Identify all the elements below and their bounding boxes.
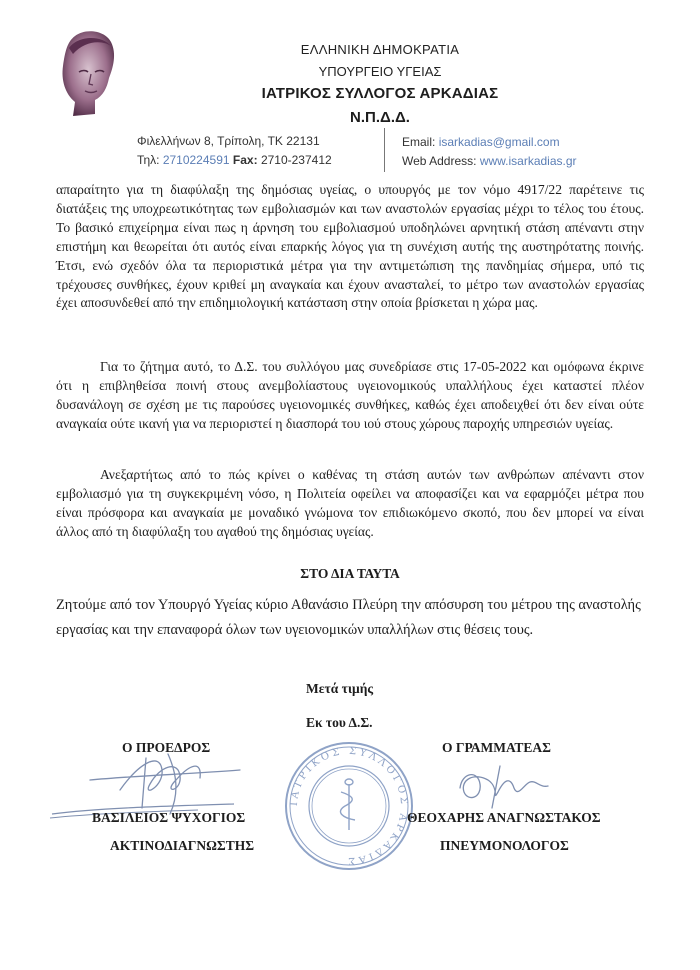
president-specialty: ΑΚΤΙΝΟΔΙΑΓΝΩΣΤΗΣ bbox=[110, 838, 255, 853]
secretary-role: Ο ΓΡΑΜΜΑΤΕΑΣ bbox=[442, 740, 551, 755]
secretary-signature bbox=[440, 758, 560, 818]
secretary-specialty: ΠΝΕΥΜΟΝΟΛΟΓΟΣ bbox=[440, 838, 569, 853]
web-line bbox=[402, 154, 577, 168]
web-label: Web Address: bbox=[402, 154, 477, 168]
phone-label: Τηλ: bbox=[137, 153, 160, 167]
classical-head-logo-icon bbox=[55, 28, 121, 120]
country-name: ΕΛΛΗΝΙΚΗ ΔΗΜΟΚΡΑΤΙΑ bbox=[300, 42, 460, 57]
contact-divider bbox=[384, 128, 385, 172]
body-paragraph-1: απαραίτητο για τη διαφύλαξη της δημόσιας υγείας, ο υπουργός με τον νόμο 4917/22 παρέτεινε τις διατάξεις της υποχρεωτικότητας των εμβολιασμών και των αναστολών εργασίας μέχρι το τέλος του έτους. Το βασικό επιχείρημα είναι πως η άρνηση του εμβολιασμού υποδηλώνει αρνητική στάση απέναντι στην επιστήμη και θεωρείται ότι αυτός είναι επαρκής λόγος για τη συνέχιση αυτής της αυστηρότατης ποινής. Έτσι, ενώ σχεδόν όλα τα περιοριστικά μέτρα για την αντιμετώπιση της πανδημίας σήμερα, υπό τις τρέχουσες συνθήκες, έχουν κριθεί μη αναγκαία και έχουν ανασταλεί, το μέτρο των αναστολών εργασίας έχει αποσυνδεθεί από την επιδημιολογική κατάσταση στην οποία βρίσκεται η χώρα μας. bbox=[56, 182, 644, 311]
email-link[interactable]: isarkadias@gmail.com bbox=[438, 135, 560, 149]
secretary-name: ΘΕΟΧΑΡΗΣ ΑΝΑΓΝΩΣΤΑΚΟΣ bbox=[407, 810, 601, 825]
ministry-name: ΥΠΟΥΡΓΕΙΟ ΥΓΕΙΑΣ bbox=[318, 64, 442, 79]
president-name: ΒΑΣΙΛΕΙΟΣ ΨΥΧΟΓΙΟΣ bbox=[92, 810, 246, 825]
conclusion-heading: ΣΤΟ ΔΙΑ ΤΑΥΤΑ bbox=[300, 566, 400, 581]
president-role: Ο ΠΡΟΕΔΡΟΣ bbox=[122, 740, 211, 755]
legal-entity-abbreviation: Ν.Π.Δ.Δ. bbox=[350, 109, 410, 126]
postal-address: Φιλελλήνων 8, Τρίπολη, ΤΚ 22131 bbox=[137, 134, 320, 148]
closing-regards: Μετά τιμής bbox=[306, 681, 374, 696]
body-paragraph-3: Ανεξαρτήτως από το πώς κρίνει ο καθένας τη στάση αυτών των ανθρώπων απέναντι στον εμβολιασμό για τη συγκεκριμένη νόσο, η Πολιτεία οφείλει να αποφασίζει και να εφαρμόζει μέτρα που είναι πρόσφορα και αναγκαία με μοναδικό γνώμονα τον επιδιωκόμενο σκοπό, που δεν μπορεί να είναι άλλος από τη διαφύλαξη του αγαθού της δημόσιας υγείας. bbox=[56, 467, 644, 539]
email-label: Email: bbox=[402, 135, 436, 149]
on-behalf-of-board: Εκ του Δ.Σ. bbox=[306, 715, 373, 730]
association-seal-stamp-icon bbox=[283, 740, 415, 872]
fax-number: 2710-237412 bbox=[260, 153, 332, 167]
phone-number: 2710224591 bbox=[162, 153, 230, 167]
website-link[interactable]: www.isarkadias.gr bbox=[479, 154, 577, 168]
seal-ring-text: ΙΑΤΡΙΚΟΣ ΣΥΛΛΟΓΟΣ ΑΡΚΑΔΙΑΣ bbox=[288, 745, 410, 867]
email-line bbox=[402, 135, 560, 149]
body-paragraph-2: Για το ζήτημα αυτό, το Δ.Σ. του συλλόγου μας συνεδρίασε στις 17-05-2022 και ομόφωνα έκρινε ότι η επιβληθείσα ποινή στους ανεμβολίαστους υγειονομικούς υπαλλήλους έχει καταστεί πλέον δυσανάλογη σε σχέση με τις παρούσες υγειονομικές συνθήκες, καθώς έχει αποδειχθεί ότι δεν είναι ούτε αναγκαία ούτε ικανή για να περιοριστεί η διασπορά του ιού στους χώρους παροχής υπηρεσιών υγείας. bbox=[56, 359, 644, 431]
request-paragraph: Ζητούμε από τον Υπουργό Υγείας κύριο Αθανάσιο Πλεύρη την απόσυρση του μέτρου της αναστολής εργασίας και την επαναφορά όλων των υγειονομικών υπαλλήλων στις θέσεις τους. bbox=[56, 597, 641, 638]
phone-fax-line bbox=[137, 153, 332, 167]
fax-label: Fax: bbox=[232, 153, 258, 167]
association-name: ΙΑΤΡΙΚΟΣ ΣΥΛΛΟΓΟΣ ΑΡΚΑΔΙΑΣ bbox=[261, 85, 499, 102]
